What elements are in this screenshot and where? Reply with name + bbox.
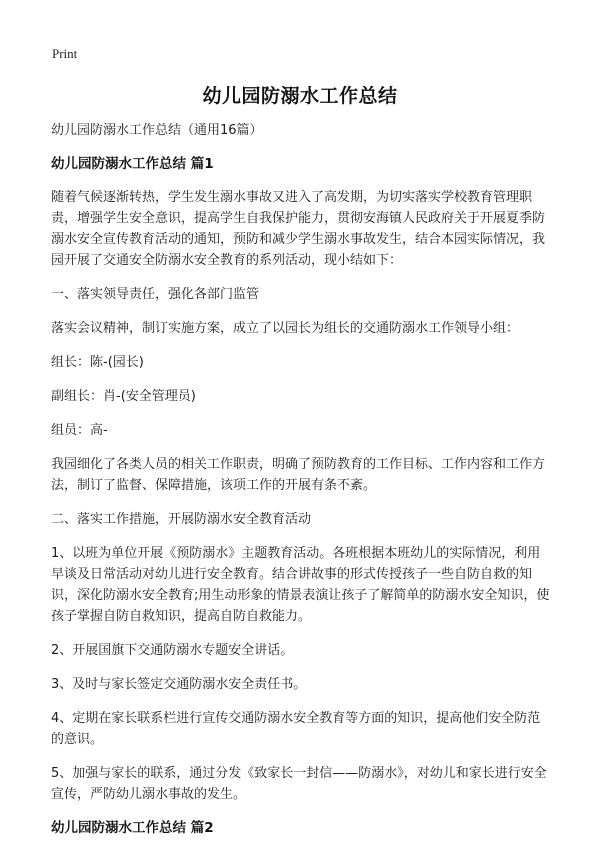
paragraph-subheading-1: 一、落实领导责任，强化各部门监管	[51, 287, 260, 302]
paragraph-intro: 随着气候逐渐转热，学生发生溺水事故又进入了高发期，为切实落实学校教育管理职责，增强学生安全意识，提高学生自我保护能力，贯彻安海镇人民政府关于开展夏季防溺水安全宣传教育活动的通知，预防和减少学生溺水事故发生，结合本园实际情况，我园开展了交通安全防溺水安全教育的系列活动，现小结如下：	[51, 190, 546, 268]
paragraph-member: 组员：高-	[51, 423, 108, 438]
paragraph-responsibilities: 我园细化了各类人员的相关工作职责，明确了预防教育的工作目标、工作内容和工作方法，制订了监督、保障措施，该项工作的开展有条不紊。	[51, 457, 546, 493]
page-title: 幼儿园防溺水工作总结	[202, 85, 398, 107]
paragraph-item-2: 2、开展国旗下交通防溺水专题安全讲话。	[51, 643, 294, 658]
section-heading-1: 幼儿园防溺水工作总结 篇1	[51, 156, 214, 172]
paragraph-subheading-2: 二、落实工作措施，开展防溺水安全教育活动	[51, 512, 312, 527]
paragraph-item-3: 3、及时与家长签定交通防溺水安全责任书。	[51, 677, 307, 692]
document-content	[51, 120, 553, 851]
section-heading-2: 幼儿园防溺水工作总结 篇2	[51, 820, 214, 836]
paragraph-item-1: 1、以班为单位开展《预防溺水》主题教育活动。各班根据本班幼儿的实际情况，利用早谈及日常活动对幼儿进行安全教育。结合讲故事的形式传授孩子一些自防自救的知识，深化防溺水安全教育;用生动形象的情景表演让孩子了解简单的防溺水安全知识，使孩子掌握自防自救知识，提高自防自救能力。	[51, 546, 550, 624]
print-link[interactable]: Print	[52, 46, 78, 61]
paragraph-item-5: 5、加强与家长的联系，通过分发《致家长一封信——防溺水》，对幼儿和家长进行安全宣传，严防幼儿溺水事故的发生。	[51, 766, 547, 802]
paragraph-deputy-leader: 副组长：肖-(安全管理员)	[51, 389, 196, 404]
paragraph-item-4: 4、定期在家长联系栏进行宣传交通防溺水安全教育等方面的知识，提高他们安全防范的意识。	[51, 711, 541, 747]
document-subtitle: 幼儿园防溺水工作总结（通用16篇）	[51, 123, 263, 138]
paragraph-leader: 组长：陈-(园长)	[51, 355, 144, 370]
paragraph-meeting: 落实会议精神，制订实施方案，成立了以园长为组长的交通防溺水工作领导小组：	[51, 321, 520, 336]
